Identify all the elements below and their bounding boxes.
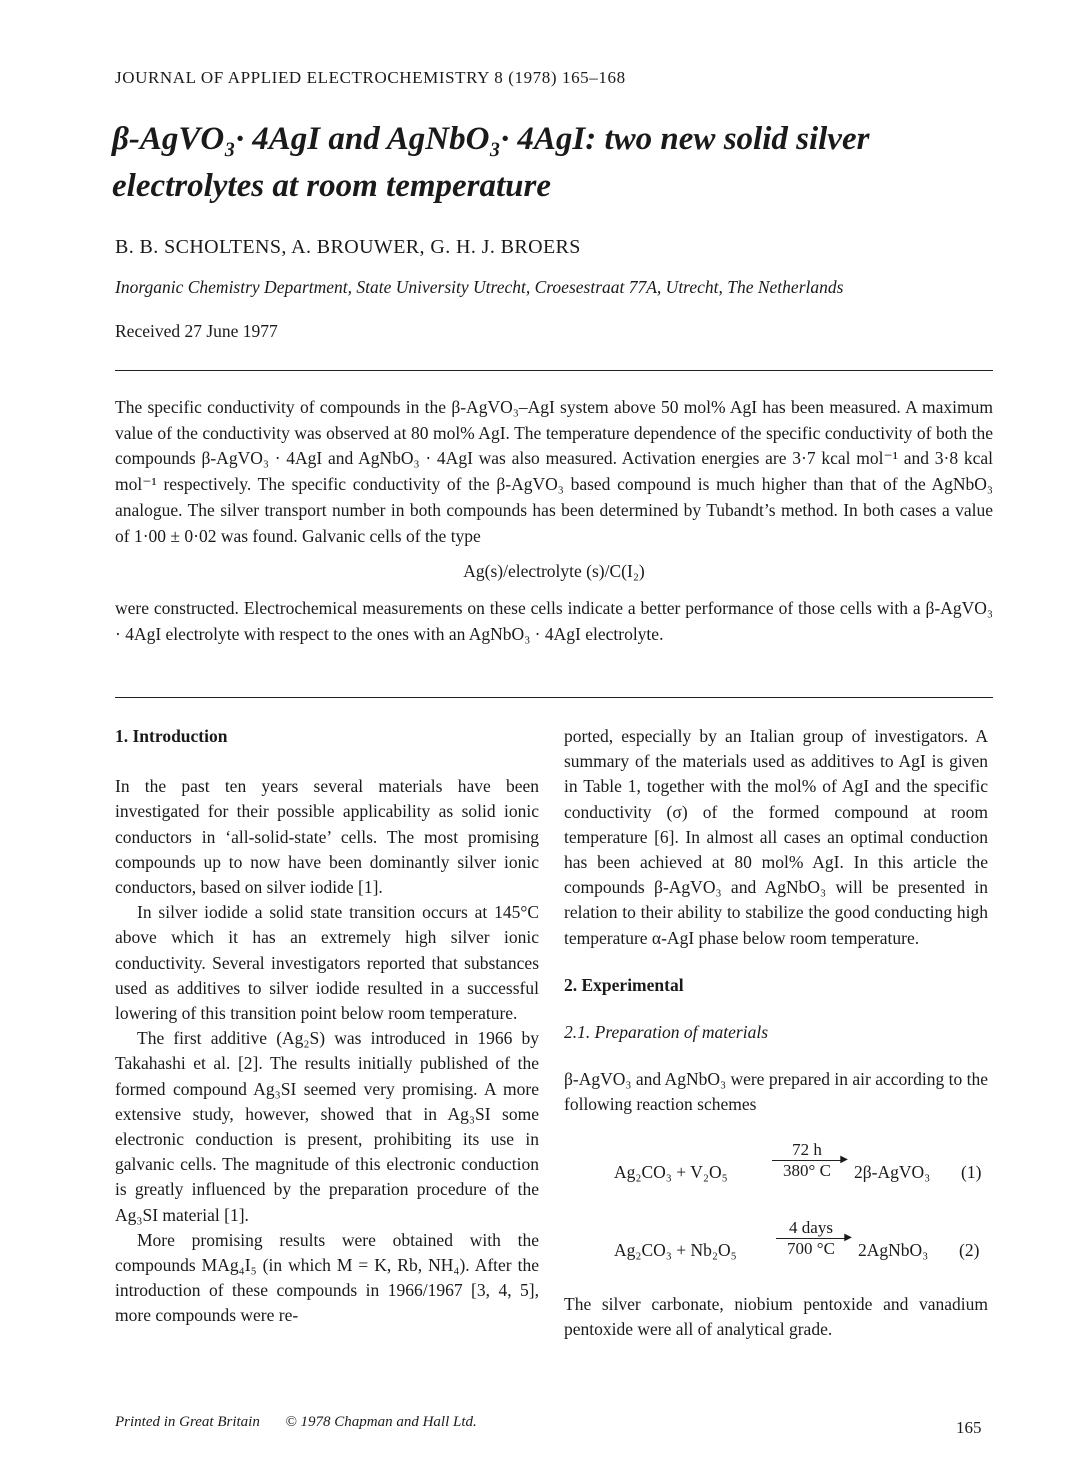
journal-header: JOURNAL OF APPLIED ELECTROCHEMISTRY 8 (1978) 165–168 bbox=[115, 68, 626, 87]
eq1-condition-time: 72 h bbox=[792, 1139, 822, 1159]
reaction-equation-1 bbox=[564, 1138, 988, 1204]
eq1-condition-temperature: 380° C bbox=[783, 1160, 831, 1180]
preparation-paragraph: β-AgVO₃ and AgNbO₃ were prepared in air according to the following reaction schemes bbox=[564, 1069, 988, 1115]
section-heading-experimental: 2. Experimental bbox=[564, 974, 684, 995]
eq1-arrow-line: ▶ bbox=[772, 1160, 842, 1161]
page-number: 165 bbox=[956, 1418, 982, 1437]
eq2-product: 2AgNbO₃ bbox=[858, 1239, 929, 1260]
abstract-bottom-rule bbox=[115, 697, 993, 698]
eq1-number: (1) bbox=[961, 1161, 982, 1182]
right-column bbox=[564, 724, 988, 1342]
intro-continued-paragraph: ported, especially by an Italian group of investigators. A summary of the materials used as additives to AgI is given in Table 1, together with the mol% of AgI and the specific conductivity (σ) of the formed compound at room temperature [6]. In almost all cases an optimal conduction has been achieved at 80 mol% AgI. In this article the compounds β-AgVO₃ and AgNbO₃ will be presented in relation to their ability to stabilize the good conducting high temperature α-AgI phase below room temperature. bbox=[564, 726, 988, 948]
galvanic-cell-formula: Ag(s)/electrolyte (s)/C(I₂) bbox=[463, 561, 645, 582]
eq2-reactants: Ag₂CO₃ + Nb₂O₅ bbox=[614, 1239, 737, 1260]
eq2-condition-time: 4 days bbox=[789, 1217, 833, 1237]
authors: B. B. SCHOLTENS, A. BROUWER, G. H. J. BROERS bbox=[115, 236, 581, 258]
abstract-top-rule bbox=[115, 370, 993, 371]
footer-imprint bbox=[115, 1414, 477, 1431]
abstract-paragraph-1: The specific conductivity of compounds in the β-AgVO₃–AgI system above 50 mol% AgI has been measured. A maximum value of the conductivity was observed at 80 mol% AgI. The temperature dependence of the specific conductivity of both the compounds β-AgVO₃ · 4AgI and AgNbO₃ · 4AgI was also measured. Activation energies are 3·7 kcal mol⁻¹ and 3·8 kcal mol⁻¹ respectively. The specific conductivity of the β-AgVO₃ based compound is much higher than that of the AgNbO₃ analogue. The silver transport number in both compounds has been determined by Tubandt’s method. In both cases a value of 1·00 ± 0·02 was found. Galvanic cells of the type bbox=[115, 397, 993, 546]
intro-paragraph-4: More promising results were obtained with the compounds MAg₄I₅ (in which M = K, Rb, NH₄). After the introduction of these compounds in 1966/1967 [3, 4, 5], more compounds were re- bbox=[115, 1229, 539, 1326]
article-title-line-1: β-AgVO₃· 4AgI and AgNbO₃· 4AgI: two new solid silver bbox=[112, 121, 870, 157]
affiliation: Inorganic Chemistry Department, State University Utrecht, Croesestraat 77A, Utrecht, The Netherlands bbox=[115, 277, 844, 297]
abstract bbox=[115, 395, 993, 647]
eq2-number: (2) bbox=[959, 1239, 980, 1260]
reaction-equation-2 bbox=[564, 1216, 988, 1282]
materials-grade-paragraph: The silver carbonate, niobium pentoxide and vanadium pentoxide were all of analytical grade. bbox=[564, 1293, 988, 1339]
eq1-arrow bbox=[772, 1139, 848, 1181]
left-column bbox=[115, 724, 539, 1329]
subsection-heading-preparation: 2.1. Preparation of materials bbox=[564, 1022, 769, 1043]
abstract-paragraph-2: were constructed. Electrochemical measurements on these cells indicate a better performance of those cells with a β-AgVO₃ · 4AgI electrolyte with respect to the ones with an AgNbO₃ · 4AgI electrolyte. bbox=[115, 597, 993, 644]
article-title-line-2: electrolytes at room temperature bbox=[112, 168, 552, 204]
article-title bbox=[112, 116, 1012, 210]
eq1-product: 2β-AgVO₃ bbox=[854, 1161, 931, 1182]
eq2-arrow-line: ▶ bbox=[776, 1238, 846, 1239]
eq2-arrow bbox=[776, 1217, 852, 1259]
intro-paragraph-3: The first additive (Ag₂S) was introduced in 1966 by Takahashi et al. [2]. The results initially published of the formed compound Ag₃SI seemed very promising. A more extensive study, however, showed that in Ag₃SI some electronic conduction is present, prohibiting its use in galvanic cells. The magnitude of this electronic conduction is greatly influenced by the preparation procedure of the Ag₃SI material [1]. bbox=[115, 1028, 539, 1225]
intro-paragraph-1: In the past ten years several materials have been investigated for their possible applicability as solid ionic conductors in ‘all-solid-state’ cells. The most promising compounds up to now have been dominantly silver ionic conductors, based on silver iodide [1]. bbox=[115, 776, 539, 898]
copyright: © 1978 Chapman and Hall Ltd. bbox=[285, 1414, 477, 1430]
eq2-condition-temperature: 700 °C bbox=[787, 1238, 835, 1258]
intro-paragraph-2: In silver iodide a solid state transition occurs at 145°C above which it has an extremely high silver ionic conductivity. Several investigators reported that substances used as additives to silver iodide resulted in a successful lowering of this transition point below room temperature. bbox=[115, 902, 539, 1024]
section-heading-introduction: 1. Introduction bbox=[115, 726, 228, 746]
eq1-reactants: Ag₂CO₃ + V₂O₅ bbox=[614, 1161, 728, 1182]
received-date: Received 27 June 1977 bbox=[115, 321, 278, 341]
printed-in: Printed in Great Britain bbox=[115, 1414, 260, 1430]
